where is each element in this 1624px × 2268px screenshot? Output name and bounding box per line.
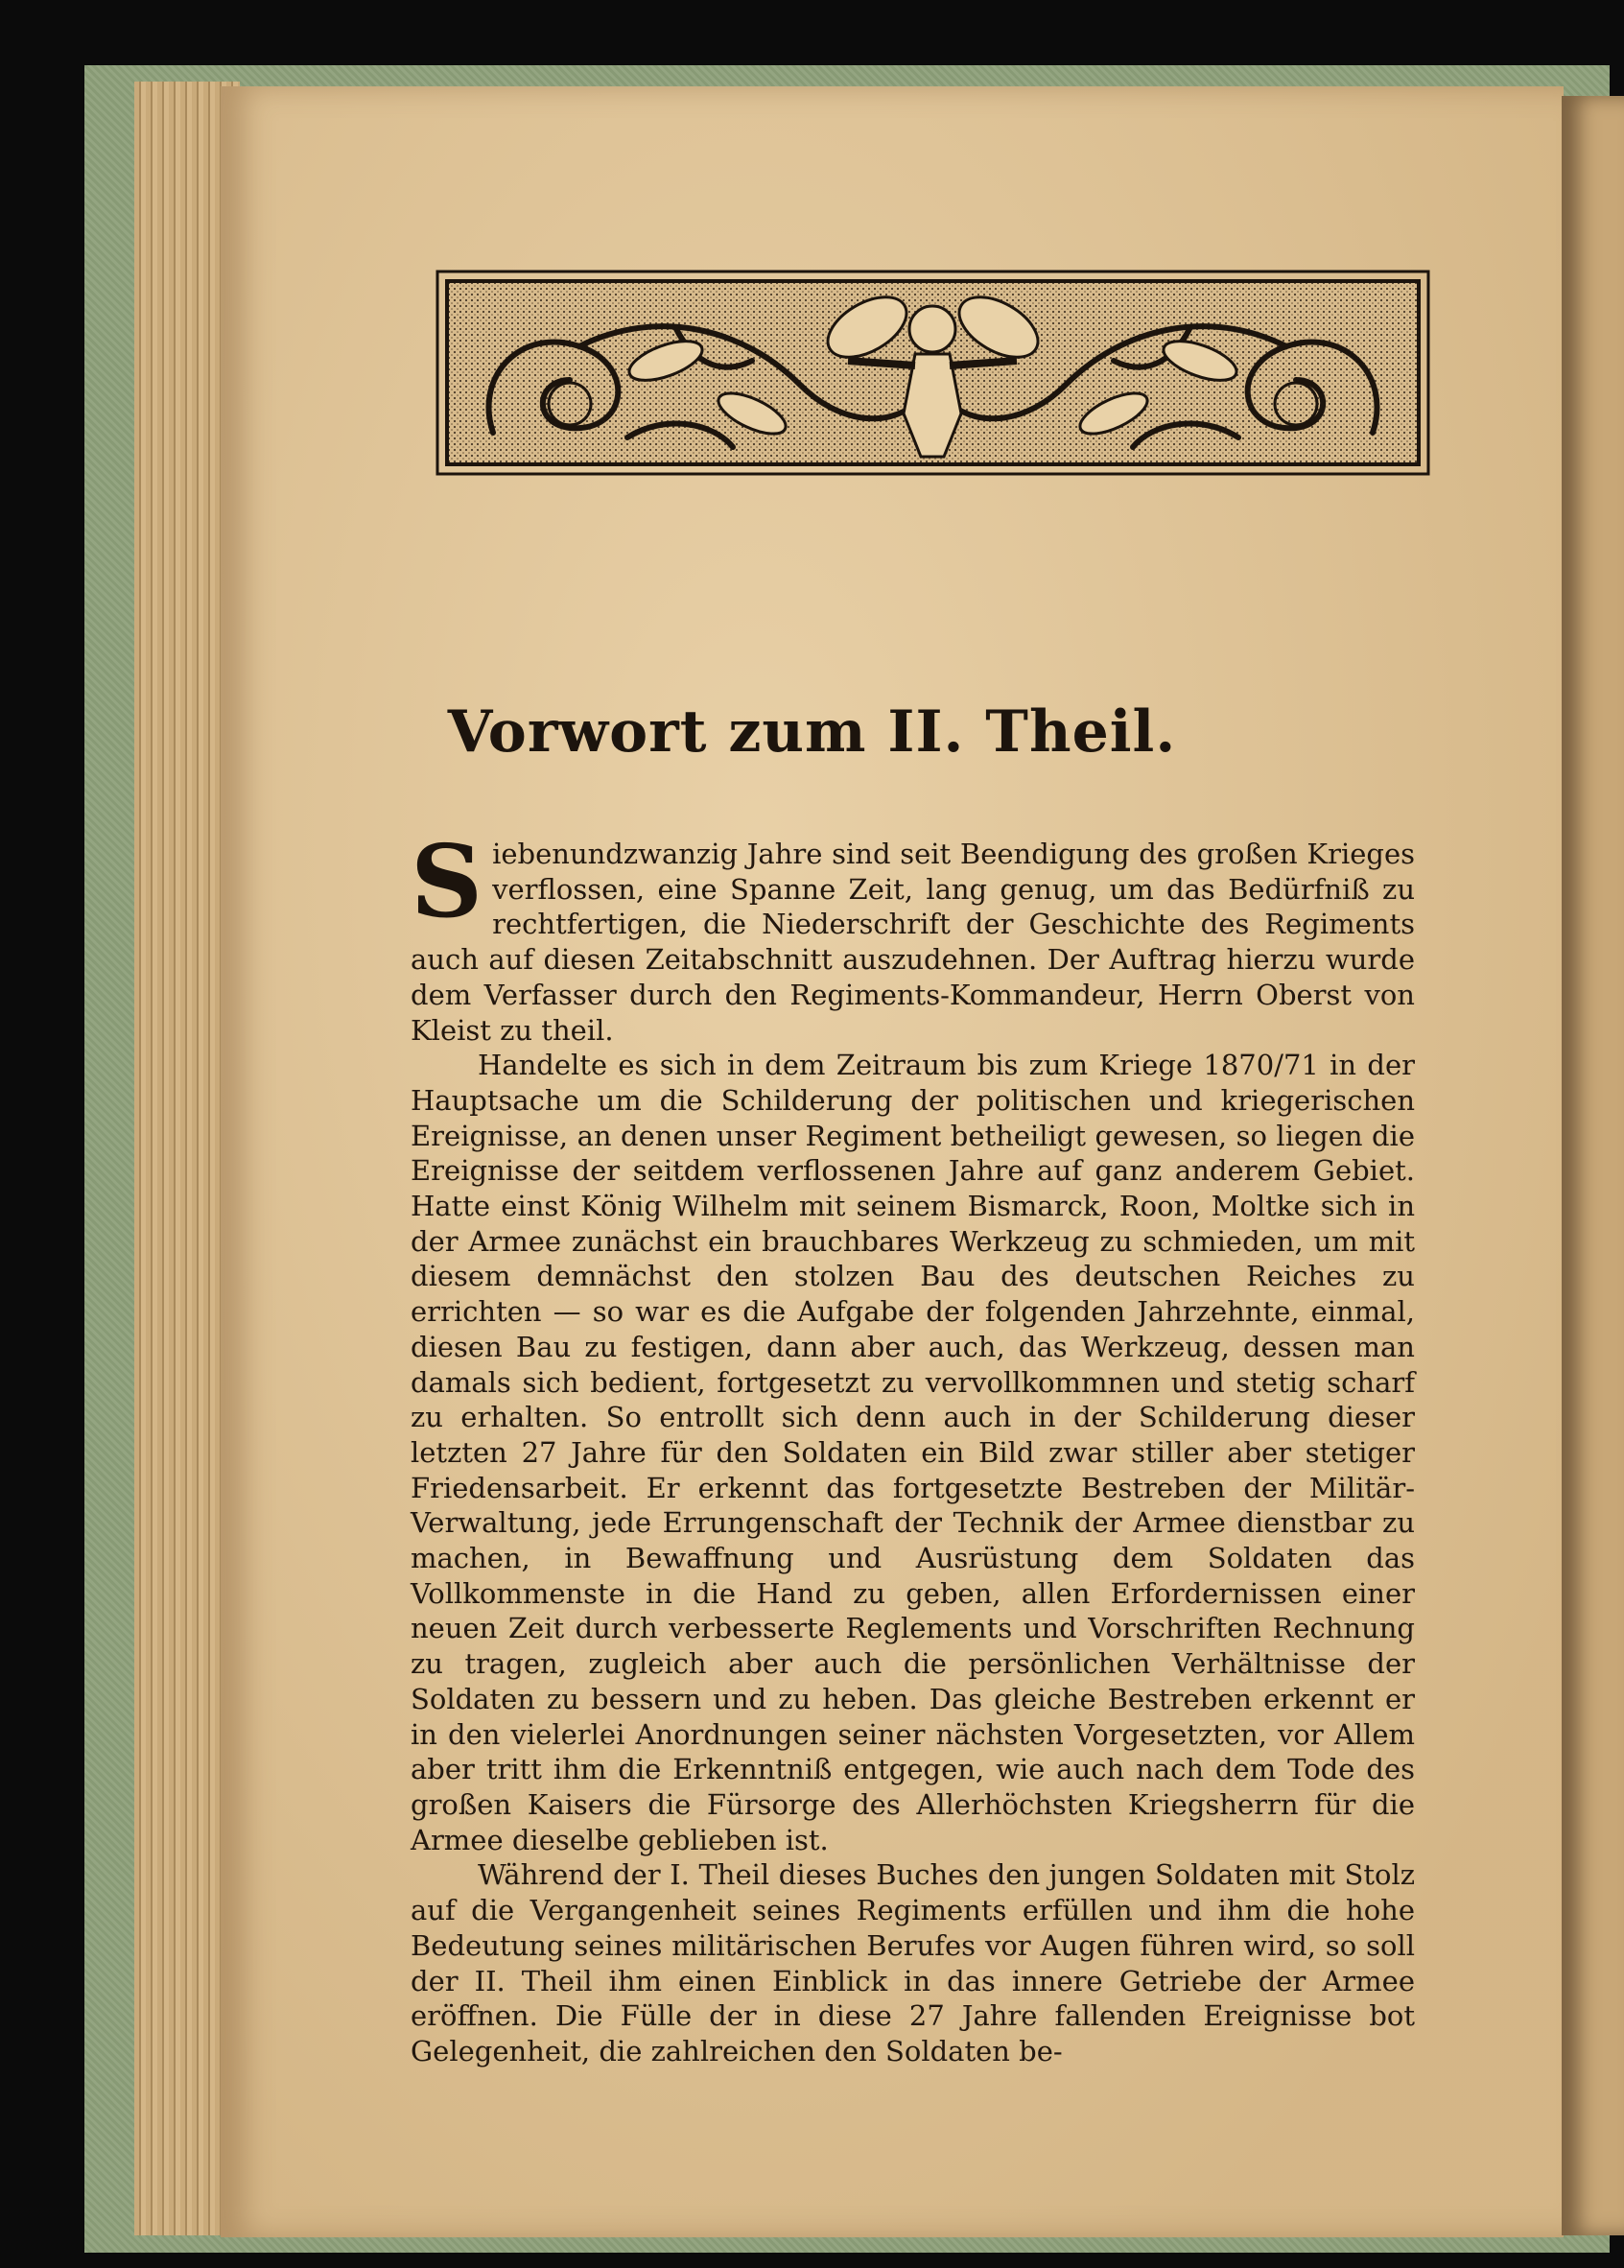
paragraph-2: Handelte es sich in dem Zeitraum bis zum Kriege 1870/71 in der Hauptsache um die Schilderung der politischen und kriegerischen Ereignisse, an denen unser Regiment betheiligt gewesen, so liegen die Ereignisse der seitdem verflossenen Jahre auf ganz anderem Gebiet. Hatte einst König Wilhelm mit seinem Bismarck, Roon, Moltke sich in der Armee zunächst ein brauchbares Werkzeug zu schmieden, um mit diesem demnächst den stolzen Bau des deutschen Reiches zu errichten — so war es die Aufgabe der folgenden Jahrzehnte, einmal, diesen Bau zu festigen, dann aber auch, das Werkzeug, dessen man damals sich bedient, fortgesetzt zu vervollkommnen und stetig scharf zu erhalten. So entrollt sich denn auch in der Schilderung dieser letzten 27 Jahre für den Soldaten ein Bild zwar stiller aber stetiger Friedensarbeit. Er erkennt das fortgesetzte Bestreben der Militär-Verwaltung, jede Errungenschaft der Technik der Armee dienstbar zu machen, in Bewaffnung und Ausrüstung dem Soldaten das Vollkommenste in die Hand zu geben, allen Erfordernissen einer neuen Zeit durch verbesserte Reglements und Vorschriften Rechnung zu tragen, zugleich aber auch die persönlichen Verhältnisse der Soldaten zu bessern und zu heben. Das gleiche Bestreben erkennt er in den vielerlei Anordnungen seiner nächsten Vorgesetzten, vor Allem aber tritt ihm die Erkenntniß entgegen, wie auch nach dem Tode des großen Kaisers die Fürsorge des Allerhöchsten Kriegsherrn für die Armee dieselbe geblieben ist. bbox=[411, 1049, 1415, 1856]
ornament-headpiece-icon bbox=[435, 270, 1430, 476]
paragraph-1 bbox=[411, 822, 1415, 1048]
paragraph-1-text: iebenundzwanzig Jahre sind seit Beendigung des großen Krieges verflossen, eine Spanne Zeit, lang genug, um das Bedürfniß zu rechtfertigen, die Niederschrift der Geschichte des Regiments auch auf diesen Zeitabschnitt auszudehnen. Der Auftrag hierzu wurde dem Verfasser durch den Regiments-Kommandeur, Herrn Oberst von Kleist zu theil. bbox=[411, 838, 1415, 1047]
next-page-edge bbox=[1562, 96, 1624, 2235]
body-text bbox=[411, 822, 1415, 2069]
page-title: Vorwort zum II. Theil. bbox=[447, 698, 1177, 766]
paragraph-3: Während der I. Theil dieses Buches den jungen Soldaten mit Stolz auf die Vergangenheit seines Regiments erfüllen und ihm die hohe Bedeutung seines militärischen Berufes vor Augen führen wird, so soll der II. Theil ihm einen Einblick in das innere Getriebe der Armee eröffnen. Die Fülle der in diese 27 Jahre fallenden Ereignisse bot Gelegenheit, die zahlreichen den Soldaten be- bbox=[411, 1858, 1415, 2067]
drop-cap: S bbox=[411, 822, 483, 940]
